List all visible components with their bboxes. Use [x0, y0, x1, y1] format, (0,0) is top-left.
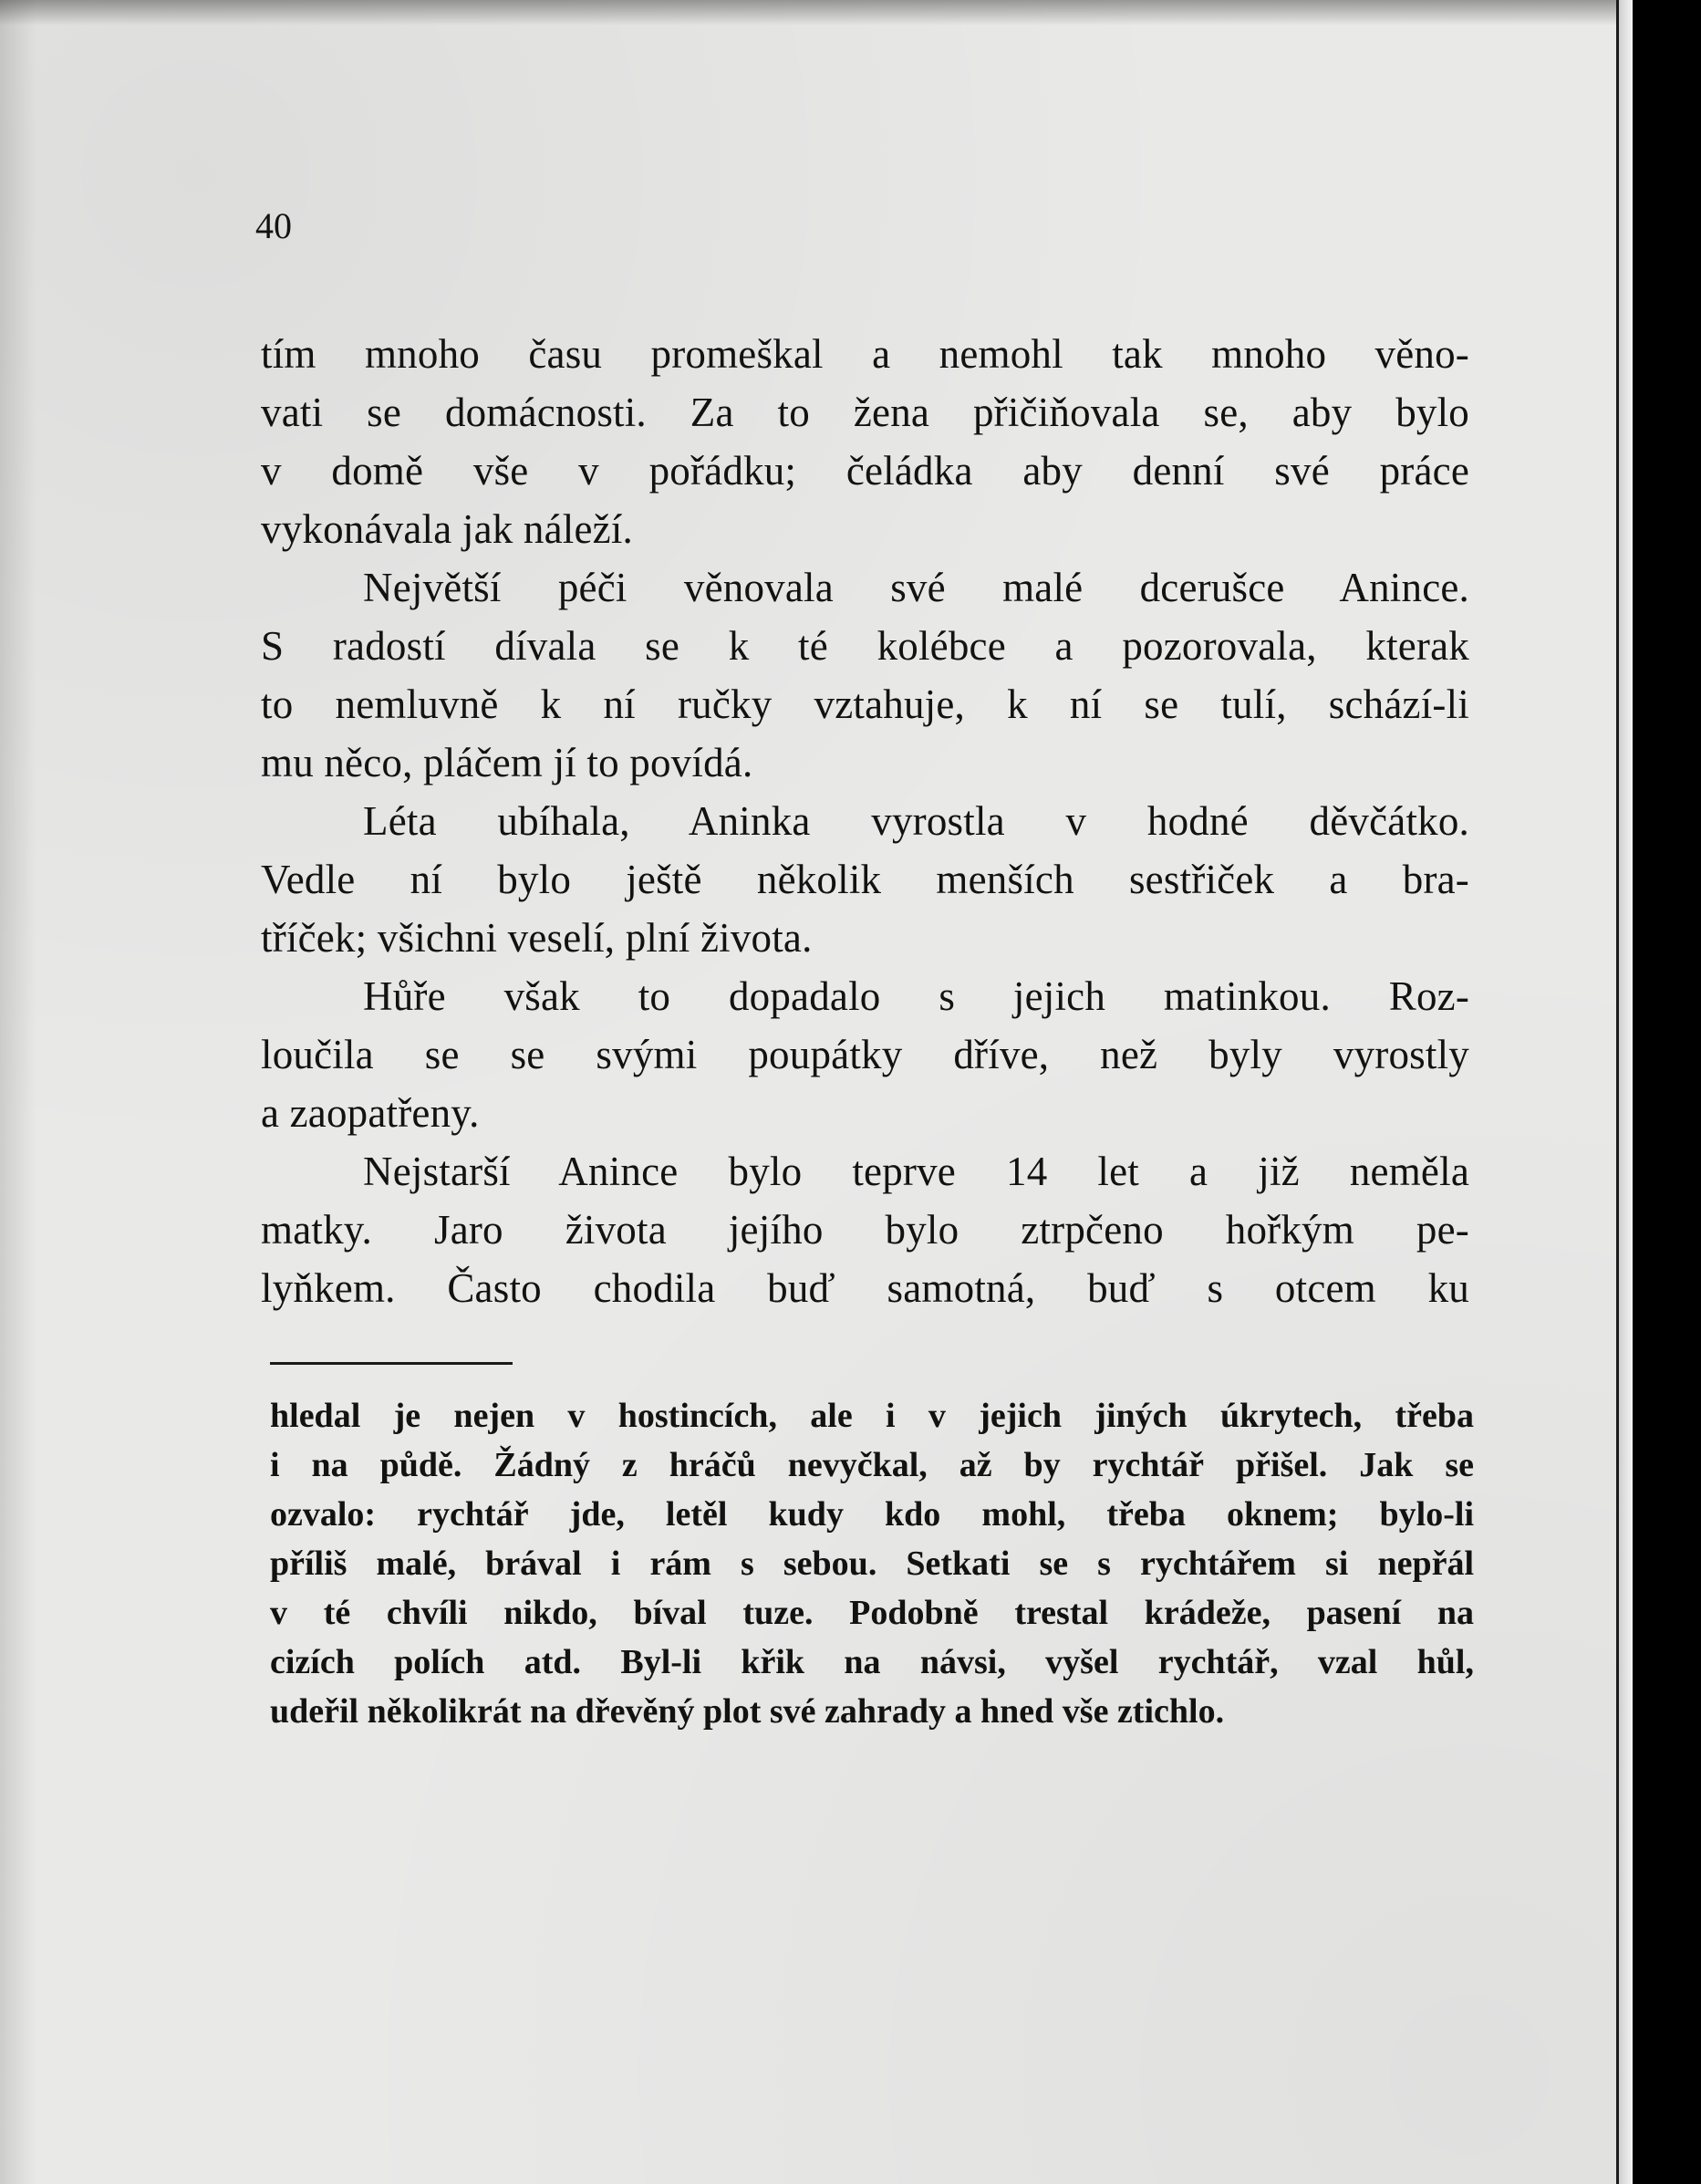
footnote-line: ozvalo: rychtář jde, letěl kudy kdo mohl, třeba oknem; bylo-li: [270, 1495, 1474, 1534]
footnote-line: příliš malé, brával i rám s sebou. Setkati se s rychtářem si nepřál: [270, 1544, 1474, 1583]
text-line: vati se domácnosti. Za to žena přičiňovala se, aby bylo: [261, 390, 1469, 435]
page-edge: [1616, 0, 1633, 2184]
text-line: tím mnoho času promeškal a nemohl tak mnoho věno-: [261, 331, 1469, 377]
scan-left-shadow: [0, 0, 36, 2184]
text-line: S radostí dívala se k té kolébce a pozorovala, kterak: [261, 623, 1469, 669]
text-line: Největší péči věnovala své malé dcerušce Anince.: [363, 565, 1469, 610]
footnote-divider: [270, 1362, 513, 1365]
footnote-line: hledal je nejen v hostincích, ale i v jejich jiných úkrytech, třeba: [270, 1397, 1474, 1435]
footnote-line: udeřil několikrát na dřevěný plot své zahrady a hned vše ztichlo.: [270, 1692, 1225, 1731]
text-line: matky. Jaro života jejího bylo ztrpčeno hořkým pe-: [261, 1207, 1469, 1253]
text-line: lyňkem. Často chodila buď samotná, buď s otcem ku: [261, 1265, 1469, 1311]
text-line: to nemluvně k ní ručky vztahuje, k ní se tulí, schází-li: [261, 681, 1469, 727]
main-text: [261, 325, 1469, 1317]
text-line: a zaopatřeny.: [261, 1090, 480, 1136]
footnote: [270, 1391, 1474, 1736]
page-number: 40: [255, 205, 292, 246]
text-line: Léta ubíhala, Aninka vyrostla v hodné děvčátko.: [363, 798, 1469, 844]
scan-top-shadow: [0, 0, 1633, 26]
text-line: v domě vše v pořádku; čeládka aby denní své práce: [261, 448, 1469, 494]
footnote-line: v té chvíli nikdo, bíval tuze. Podobně trestal krádeže, pasení na: [270, 1594, 1474, 1632]
text-line: vykonávala jak náleží.: [261, 506, 633, 552]
text-line: loučila se se svými poupátky dříve, než byly vyrostly: [261, 1032, 1469, 1077]
footnote-line: cizích polích atd. Byl-li křik na návsi, vyšel rychtář, vzal hůl,: [270, 1643, 1474, 1681]
text-line: mu něco, pláčem jí to povídá.: [261, 740, 753, 785]
text-line: tříček; všichni veselí, plní života.: [261, 915, 813, 961]
footnote-line: i na půdě. Žádný z hráčů nevyčkal, až by rychtář přišel. Jak se: [270, 1446, 1474, 1484]
text-line: Vedle ní bylo ještě několik menších sestřiček a bra-: [261, 857, 1469, 902]
text-line: Nejstarší Anince bylo teprve 14 let a již neměla: [363, 1149, 1469, 1194]
text-line: Hůře však to dopadalo s jejich matinkou. Roz-: [363, 973, 1469, 1019]
